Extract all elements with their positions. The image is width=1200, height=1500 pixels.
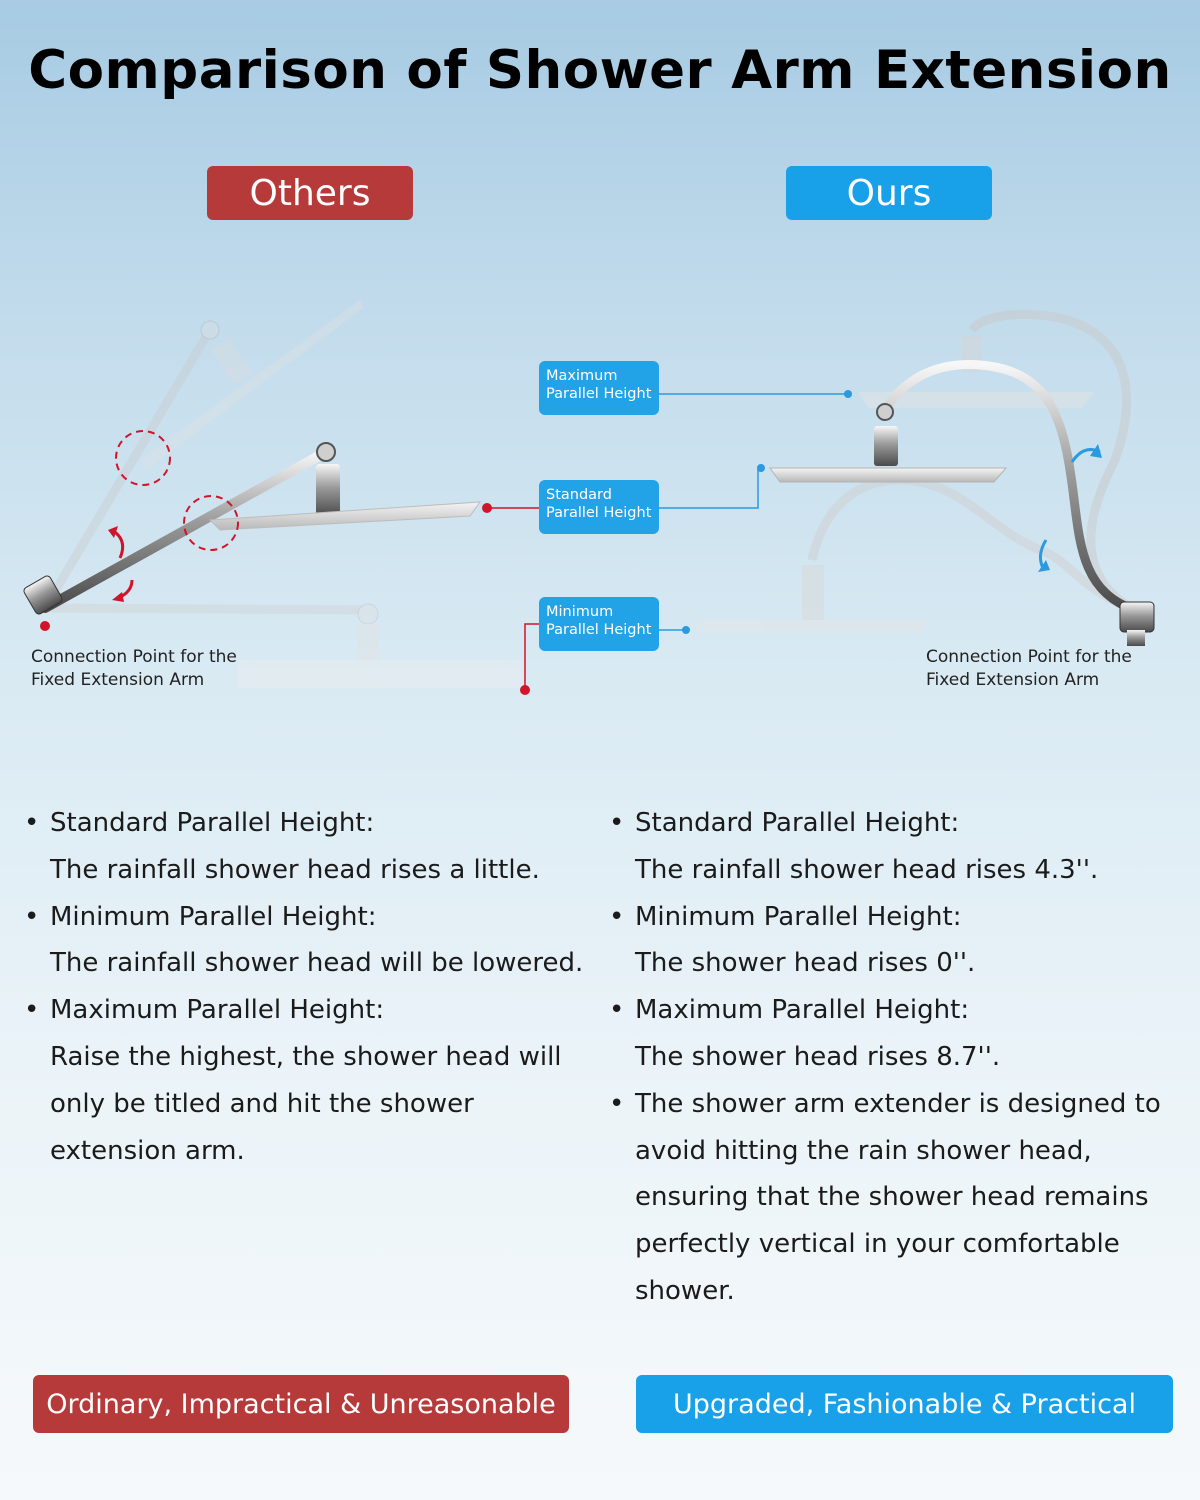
bullet: • — [24, 808, 40, 838]
bullet: • — [24, 901, 40, 932]
ours-diagram — [694, 314, 1154, 646]
bullet: • — [609, 808, 625, 838]
others-badge: Others — [207, 166, 413, 220]
list-item: • Maximum Parallel Height: Raise the highest, the shower head will only be titled and hit the shower extension arm. — [24, 987, 584, 1174]
list-item: • Standard Parallel Height: The rainfall shower head rises a little. — [24, 800, 584, 894]
list-item: • Maximum Parallel Height: The shower head rises 8.7''. — [609, 987, 1184, 1081]
list-item: • Minimum Parallel Height: The shower head rises 0''. — [609, 894, 1184, 988]
bullet: • — [609, 901, 625, 932]
list-item: • Minimum Parallel Height: The rainfall shower head will be lowered. — [24, 894, 584, 988]
bullet: • — [24, 995, 40, 1026]
bullet: • — [609, 1088, 625, 1119]
minimum-height-label: Minimum Parallel Height — [539, 597, 659, 651]
others-description-list — [24, 800, 584, 1174]
ours-badge: Ours — [786, 166, 992, 220]
page-title: Comparison of Shower Arm Extension — [28, 40, 1172, 101]
ours-description-list — [609, 800, 1184, 1315]
standard-height-label: Standard Parallel Height — [539, 480, 659, 534]
others-verdict-badge: Ordinary, Impractical & Unreasonable — [33, 1375, 569, 1433]
list-item: • Standard Parallel Height: The rainfall shower head rises 4.3''. — [609, 800, 1184, 894]
left-connection-label: Connection Point for the Fixed Extension Arm — [31, 647, 237, 690]
maximum-height-label: Maximum Parallel Height — [539, 361, 659, 415]
ours-min-position — [694, 480, 1135, 632]
label-connectors — [482, 390, 852, 695]
right-connection-label: Connection Point for the Fixed Extension Arm — [926, 647, 1132, 690]
ours-max-position — [858, 314, 1135, 610]
others-diagram — [23, 300, 523, 688]
bullet: • — [609, 995, 625, 1026]
list-item: • The shower arm extender is designed to avoid hitting the rain shower head, ensuring that the shower head remains perfectly vertical in your comfortable shower. — [609, 1081, 1184, 1315]
ours-verdict-badge: Upgraded, Fashionable & Practical — [636, 1375, 1173, 1433]
